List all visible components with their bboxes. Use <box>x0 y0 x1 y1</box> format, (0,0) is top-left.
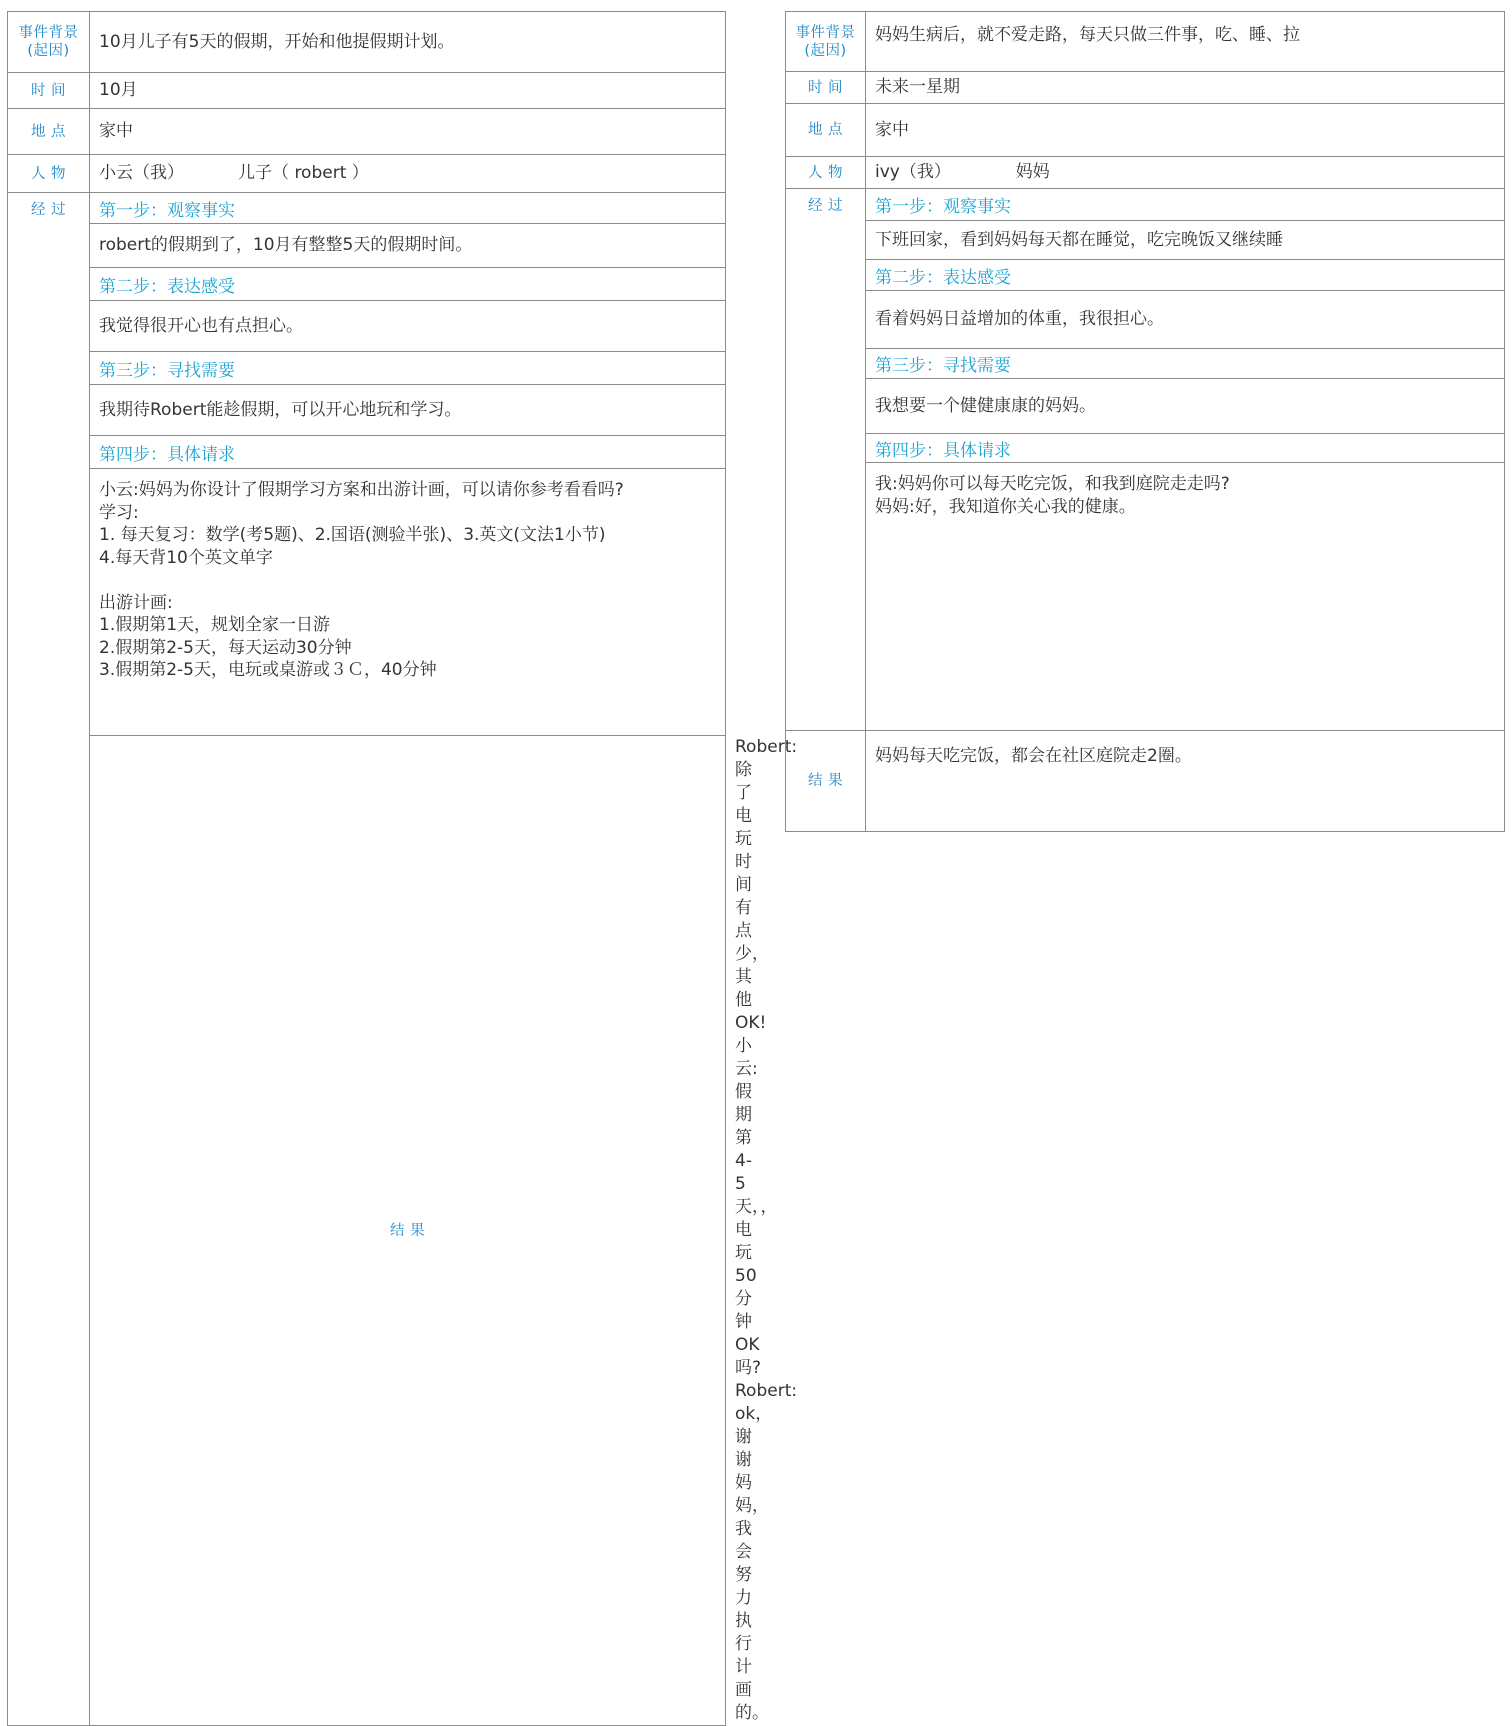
step3-heading: 第三步：寻找需要 <box>90 352 726 385</box>
feeling-text: 看着妈妈日益增加的体重，我很担心。 <box>866 291 1505 349</box>
left-record-table: 事件背景 (起因) 10月儿子有5天的假期，开始和他提假期计划。 时 间 10月 地 点 家中 人 物 小云（我） 儿子（ robert ） 经 过 第一步：观察事实 robert的假期到了，10月有整整5天的假期时间。 第二步：表达感受 我觉得很开心也有点担心。 第三步：寻找需要 我期待Robert能趁假期，可以开心地玩和学习。 第四步：具体请求 小云:妈妈为你设计了假期学习方案和出游计画，可以请你参考看看吗? 学习: 1. 每天复习：数学(考5题)、2.国语(测验半张)、3.英文(文法1小节) 4.每天背10个英文单字 出游计画: 1.假期第1天，规划全家一日游 2.假期第2-5天，每天运动30分钟 3.假期第2-5天，电玩或桌游或３Ｃ，40分钟 结 果 Robert:除了电玩时间有点少，其他OK! 小云:假期第4-5天，，电玩50分钟OK吗? Robert: ok，谢谢妈妈，我会努力执行计画的。 <box>7 11 726 1726</box>
background-value: 妈妈生病后，就不爱走路，每天只做三件事，吃、睡、拉 <box>866 12 1505 72</box>
place-value: 家中 <box>90 109 726 155</box>
need-text: 我想要一个健健康康的妈妈。 <box>866 379 1505 434</box>
request-text: 我:妈妈你可以每天吃完饭，和我到庭院走走吗? 妈妈:好，我知道你关心我的健康。 <box>866 463 1505 731</box>
step1-heading: 第一步：观察事实 <box>90 193 726 224</box>
place-value: 家中 <box>866 104 1505 157</box>
feeling-text: 我觉得很开心也有点担心。 <box>90 301 726 352</box>
step2-heading: 第二步：表达感受 <box>866 260 1505 291</box>
process-label: 经 过 <box>786 189 866 731</box>
right-record-table <box>785 11 1505 832</box>
step3-heading: 第三步：寻找需要 <box>866 349 1505 379</box>
time-label: 时 间 <box>786 72 866 104</box>
place-label: 地 点 <box>786 104 866 157</box>
process-label: 经 过 <box>8 193 90 1726</box>
background-value: 10月儿子有5天的假期，开始和他提假期计划。 <box>90 12 726 73</box>
people-value: ivy（我） 妈妈 <box>866 157 1505 189</box>
people-value: 小云（我） 儿子（ robert ） <box>90 155 726 193</box>
result-text: 妈妈每天吃完饭，都会在社区庭院走2圈。 <box>866 731 1505 832</box>
background-label: 事件背景 (起因) <box>8 12 90 73</box>
place-label: 地 点 <box>8 109 90 155</box>
time-value: 10月 <box>90 73 726 109</box>
step1-heading: 第一步：观察事实 <box>866 189 1505 221</box>
people-label: 人 物 <box>786 157 866 189</box>
step2-heading: 第二步：表达感受 <box>90 268 726 301</box>
step4-heading: 第四步：具体请求 <box>90 436 726 469</box>
result-label: 结 果 <box>786 731 866 832</box>
step4-heading: 第四步：具体请求 <box>866 434 1505 463</box>
fact-text: 下班回家，看到妈妈每天都在睡觉，吃完晚饭又继续睡 <box>866 221 1505 260</box>
need-text: 我期待Robert能趁假期，可以开心地玩和学习。 <box>90 385 726 436</box>
result-label: 结 果 <box>90 736 726 1726</box>
time-label: 时 间 <box>8 73 90 109</box>
request-text: 小云:妈妈为你设计了假期学习方案和出游计画，可以请你参考看看吗? 学习: 1. 每天复习：数学(考5题)、2.国语(测验半张)、3.英文(文法1小节) 4.每天背10个英文单字 出游计画: 1.假期第1天，规划全家一日游 2.假期第2-5天，每天运动30分钟 3.假期第2-5天，电玩或桌游或３Ｃ，40分钟 <box>90 469 726 736</box>
background-label: 事件背景 (起因) <box>786 12 866 72</box>
fact-text: robert的假期到了，10月有整整5天的假期时间。 <box>90 224 726 268</box>
time-value: 未来一星期 <box>866 72 1505 104</box>
people-label: 人 物 <box>8 155 90 193</box>
